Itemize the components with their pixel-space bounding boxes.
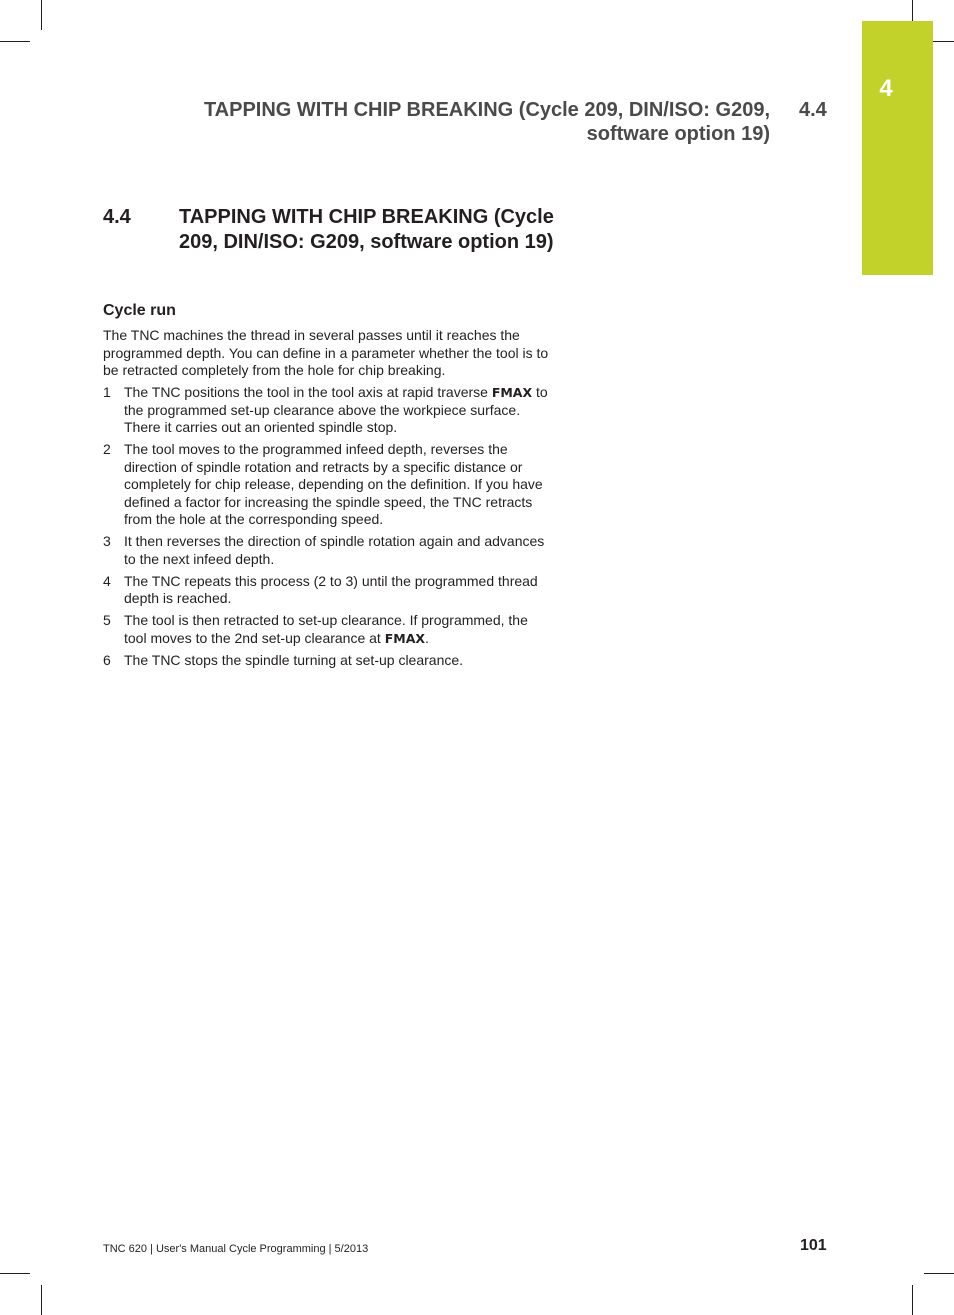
crop-mark <box>912 1285 913 1315</box>
step-text: The TNC positions the tool in the tool axis at rapid traverse <box>124 384 492 400</box>
step-text-tail: to the programmed set-up clearance above the workpiece surface. There it carries out an oriented spindle stop. <box>124 384 548 435</box>
step-number: 2 <box>103 441 111 457</box>
cycle-run-intro: The TNC machines the thread in several passes until it reaches the programmed depth. You can define in a parameter whether the tool is to be retracted completely from the hole for chip breaking. <box>103 327 549 378</box>
code-keyword: FMAX <box>491 385 533 400</box>
section-title: TAPPING WITH CHIP BREAKING (Cycle 209, DIN/ISO: G209, software option 19) <box>179 206 554 253</box>
list-item <box>103 612 553 647</box>
step-text: The tool moves to the programmed infeed depth, reverses the direction of spindle rotation and retracts by a specific distance or completely for chip release, depending on the definition. If you have defined a factor for increasing the spindle speed, the TNC retracts from the hole at the corresponding speed. <box>124 441 543 527</box>
step-number: 4 <box>103 572 111 589</box>
chapter-number: 4 <box>879 75 893 102</box>
list-item <box>103 384 553 437</box>
list-item <box>103 573 553 608</box>
running-header-section: 4.4 <box>799 99 827 121</box>
list-item <box>103 533 553 568</box>
footer-text: TNC 620 | User's Manual Cycle Programming | 5/2013 <box>103 1243 369 1255</box>
step-text-tail: . <box>425 629 429 646</box>
chapter-tab <box>862 21 933 275</box>
code-keyword: FMAX <box>384 630 426 646</box>
step-number: 1 <box>103 384 111 400</box>
crop-mark <box>41 0 42 30</box>
step-number: 6 <box>103 651 111 668</box>
crop-mark <box>0 1273 30 1274</box>
step-number: 3 <box>103 533 111 549</box>
running-header-line1: TAPPING WITH CHIP BREAKING (Cycle 209, DIN/ISO: G209, <box>203 99 770 121</box>
list-item <box>103 652 553 670</box>
cycle-run-heading: Cycle run <box>103 302 176 319</box>
step-text: The tool is then retracted to set-up clearance. If programmed, the tool moves to the 2nd set-up clearance at <box>124 612 528 646</box>
step-number: 5 <box>103 612 111 628</box>
crop-mark <box>0 41 30 42</box>
running-header-title <box>130 98 770 146</box>
section-number: 4.4 <box>103 206 131 228</box>
list-item <box>103 441 553 529</box>
cycle-steps-list <box>103 384 553 674</box>
crop-mark <box>41 1285 42 1315</box>
crop-mark <box>924 1273 954 1274</box>
page-number: 101 <box>800 1237 827 1254</box>
step-text: It then reverses the direction of spindle rotation again and advances to the next infeed depth. <box>124 533 545 567</box>
step-text: The TNC repeats this process (2 to 3) until the programmed thread depth is reached. <box>124 572 538 606</box>
step-text: The TNC stops the spindle turning at set-up clearance. <box>124 651 464 668</box>
running-header-line2: software option 19) <box>586 123 770 145</box>
